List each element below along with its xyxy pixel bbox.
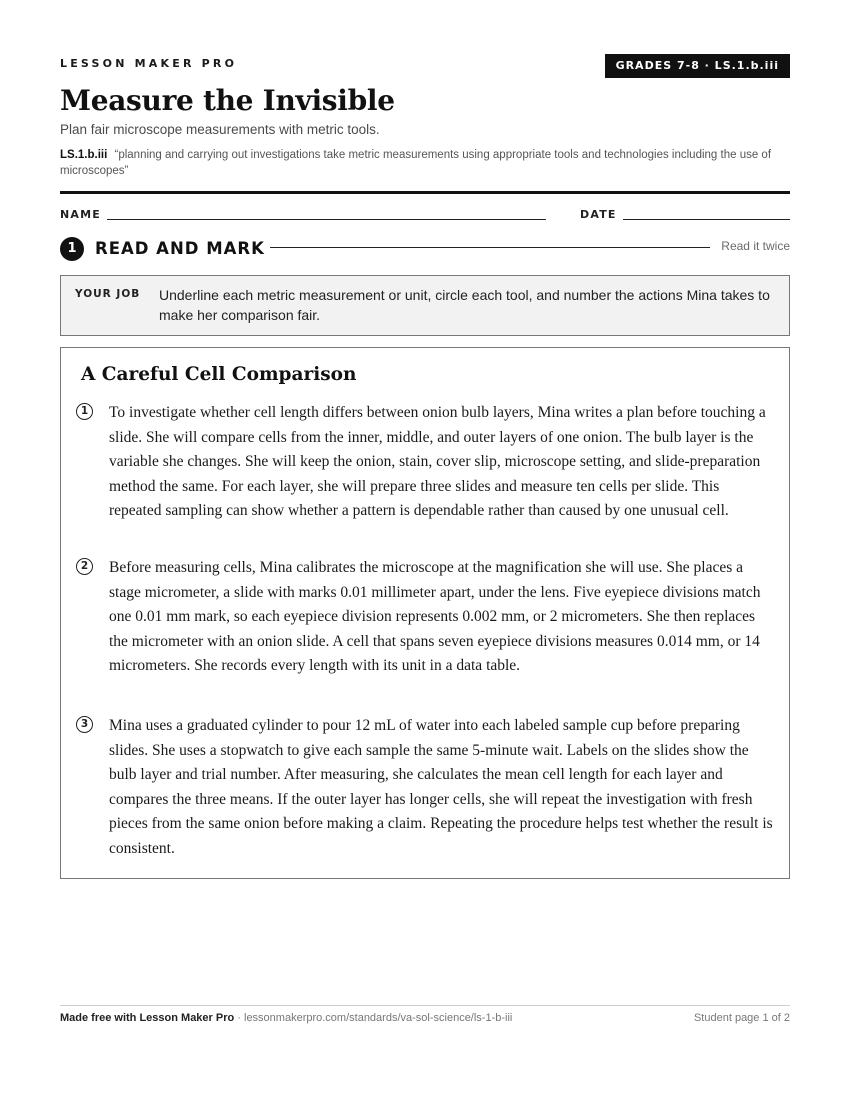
job-instructions-box	[60, 275, 790, 336]
footer-url[interactable]: · lessonmakerpro.com/standards/va-sol-science/ls-1-b-iii	[234, 1012, 513, 1024]
paragraph-text[interactable]: Before measuring cells, Mina calibrates the microscope at the magnification she will use. She places a stage micrometer, a slide with marks 0.01 millimeter apart, under the lens. Five eyepiece divisions match one 0.01 mm mark, so each eyepiece division represents 0.002 mm, or 2 micrometers. She then replaces the micrometer with an onion slide. A cell that spans seven eyepiece divisions measures 0.014 mm, or 14 micrometers. She records every length with its unit in a data table.	[109, 559, 761, 674]
header-divider	[60, 191, 790, 194]
grade-badge: GRADES 7-8 · LS.1.b.iii	[605, 54, 790, 78]
section-divider	[270, 247, 710, 248]
standard-code: LS.1.b.iii	[60, 149, 108, 161]
section-note: Read it twice	[721, 239, 790, 253]
reading-passage	[60, 347, 790, 879]
section-title: READ AND MARK	[95, 239, 265, 258]
job-label: YOUR JOB	[75, 288, 141, 300]
footer-divider	[60, 1005, 790, 1006]
brand-name: LESSON MAKER PRO	[60, 57, 238, 70]
page-title: Measure the Invisible	[60, 84, 395, 117]
reading-title: A Careful Cell Comparison	[81, 364, 357, 385]
section-number-badge: 1	[60, 237, 84, 261]
page-subtitle: Plan fair microscope measurements with metric tools.	[60, 122, 380, 137]
footer-made-with: Made free with Lesson Maker Pro	[60, 1012, 235, 1024]
footer-page-number: Student page 1 of 2	[693, 1012, 790, 1024]
job-text: Underline each metric measurement or unit, circle each tool, and number the actions Mina takes to make her comparison fair.	[159, 287, 770, 323]
name-field[interactable]	[107, 219, 546, 220]
standard-text: “planning and carrying out investigations take metric measurements using appropriate tools and technologies including the use of microscopes”	[60, 149, 772, 177]
paragraph-text[interactable]: Mina uses a graduated cylinder to pour 12 mL of water into each labeled sample cup before preparing slides. She uses a stopwatch to give each sample the same 5-minute wait. Labels on the slides show the bulb layer and trial number. After measuring, she calculates the mean cell length for each layer and compares the three means. If the outer layer has longer cells, she will repeat the investigation with fresh pieces from the same onion before making a claim. Repeating the procedure helps test whether the result is consistent.	[109, 717, 773, 857]
paragraph-number: 2	[76, 558, 93, 575]
paragraph-text[interactable]: To investigate whether cell length differs between onion bulb layers, Mina writes a plan before touching a slide. She will compare cells from the inner, middle, and outer layers of one onion. The bulb layer is the variable she changes. She will keep the onion, stain, cover slip, microscope setting, and slide-preparation method the same. For each layer, she will prepare three slides and measure ten cells per slide. This repeated sampling can show whether a pattern is dependable rather than caused by one unusual cell.	[109, 404, 766, 519]
paragraph-number: 3	[76, 716, 93, 733]
standard-statement	[60, 147, 790, 179]
worksheet-page	[60, 0, 790, 1100]
name-label: NAME	[60, 208, 101, 221]
date-label: DATE	[580, 208, 617, 221]
footer-credit	[60, 1012, 512, 1024]
date-field[interactable]	[623, 219, 790, 220]
paragraph-number: 1	[76, 403, 93, 420]
